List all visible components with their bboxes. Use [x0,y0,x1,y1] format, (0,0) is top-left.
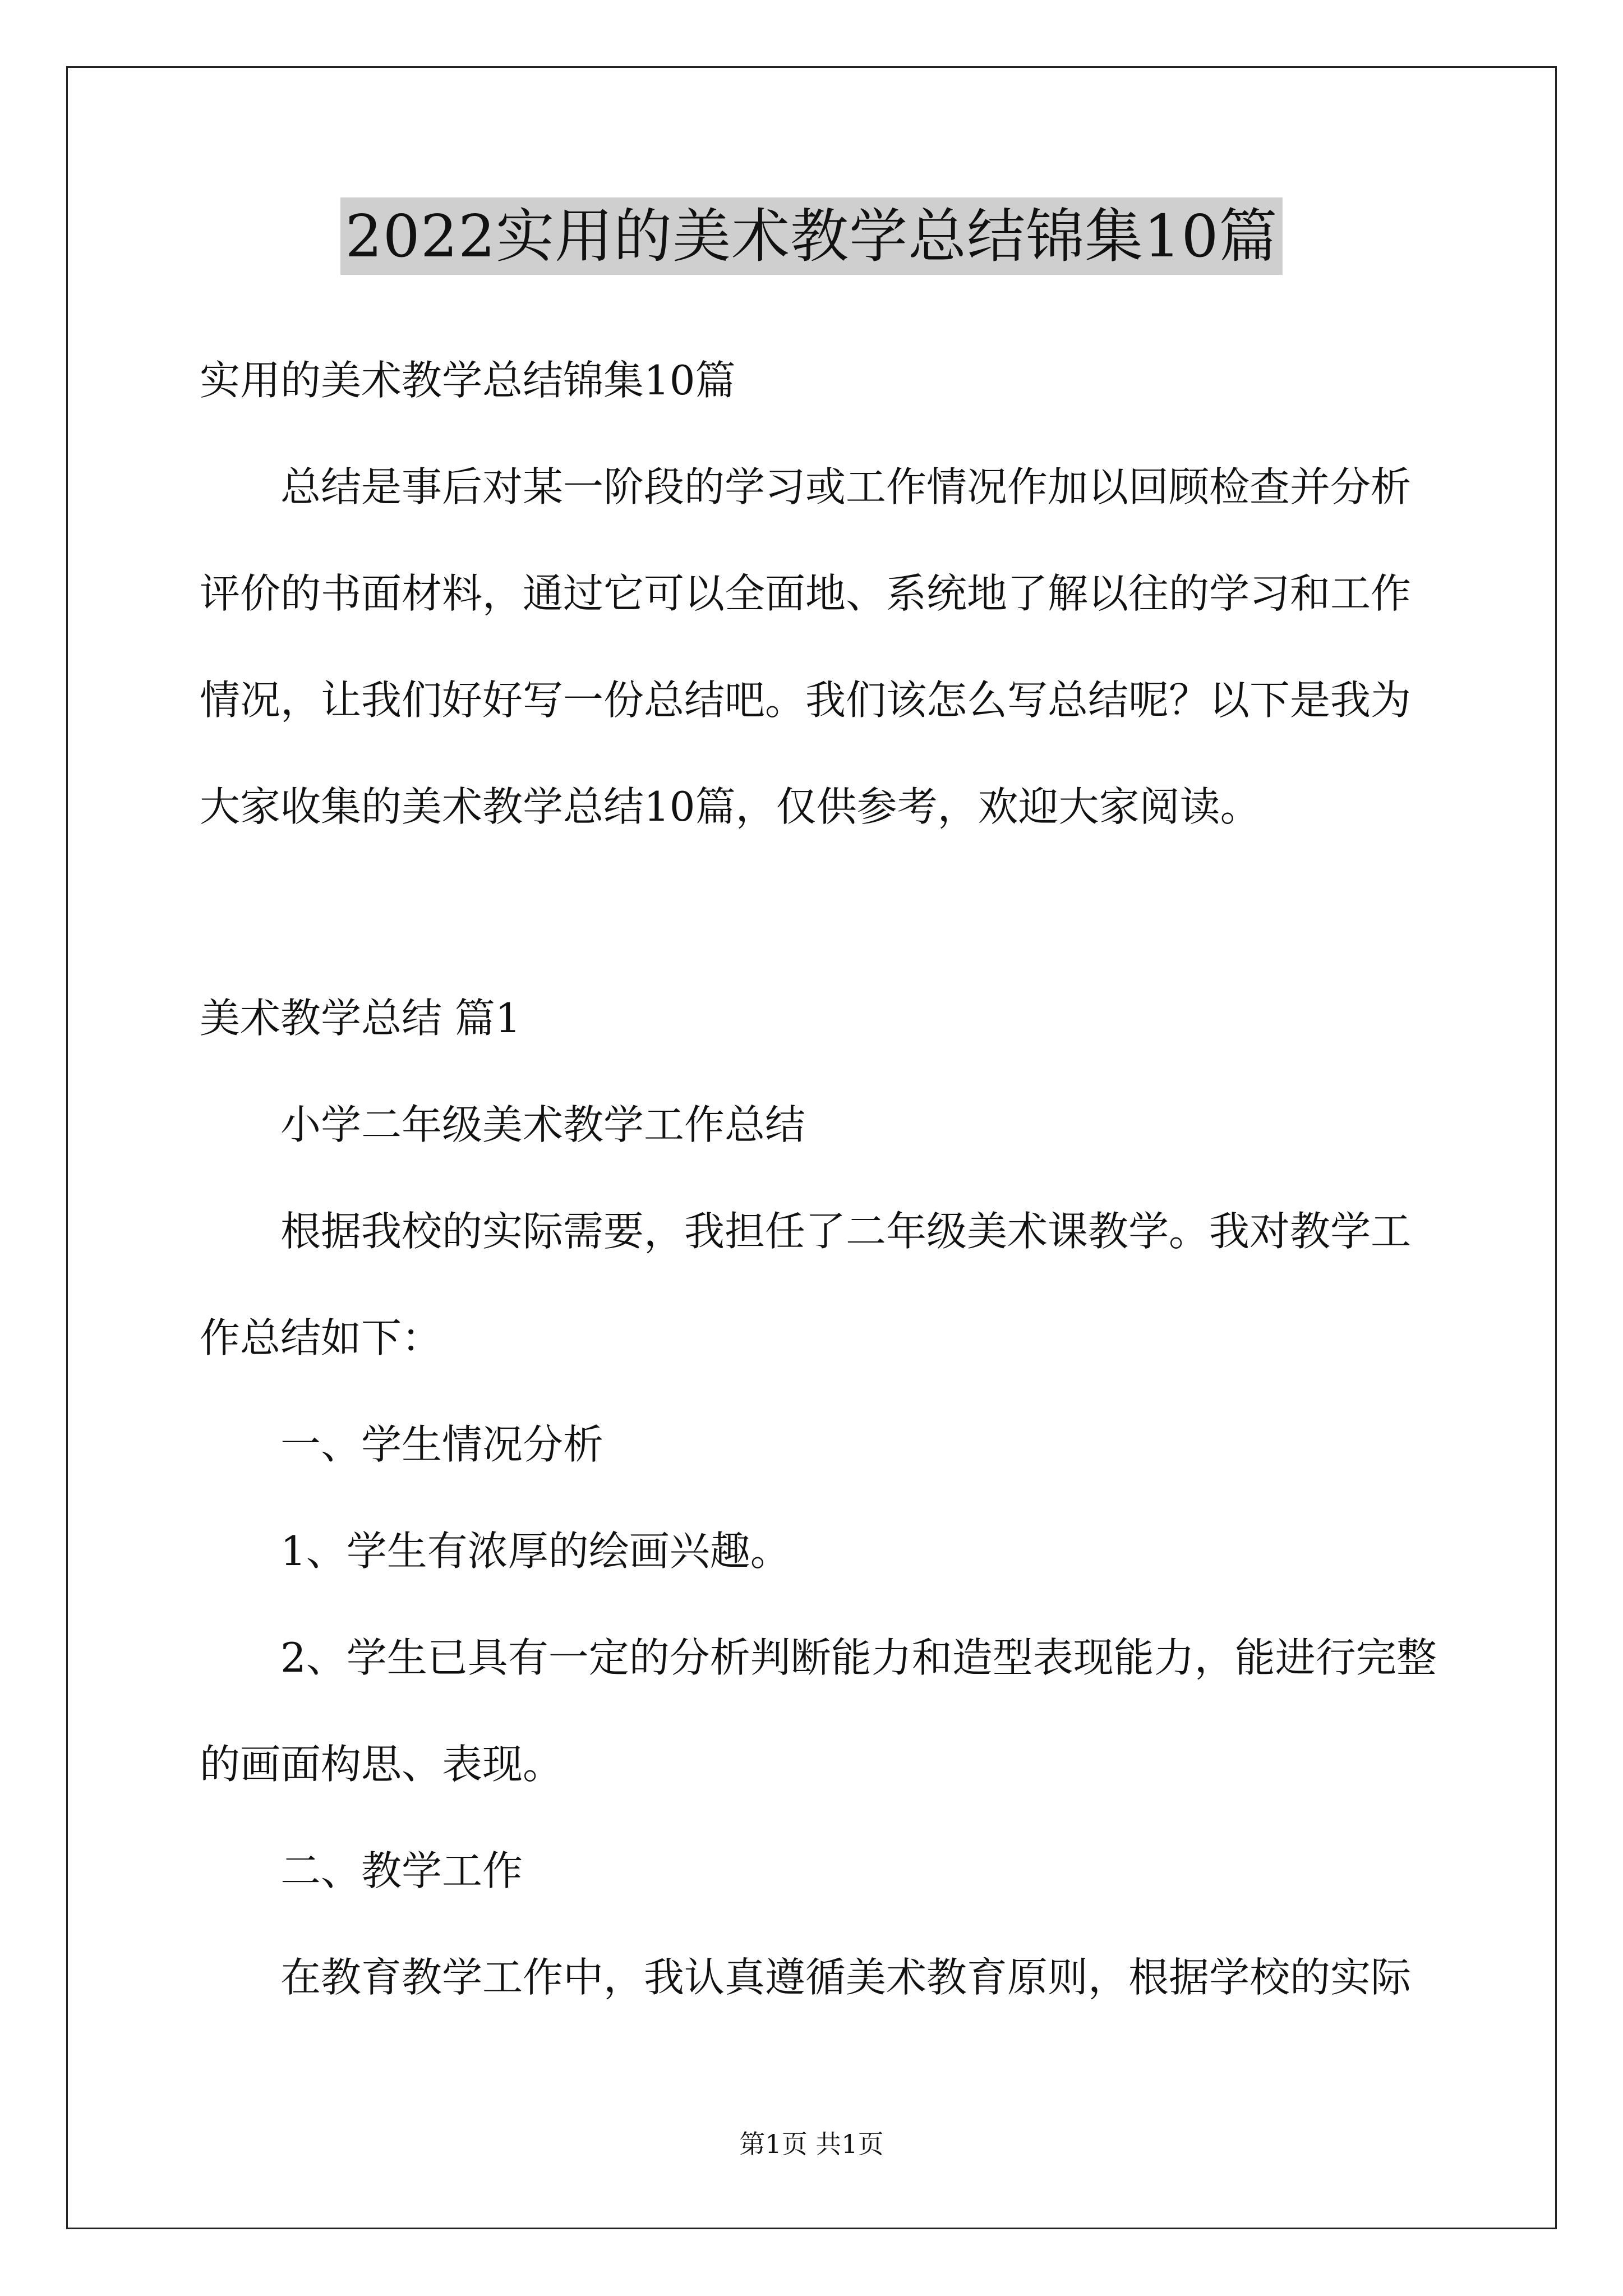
subsection-title: 小学二年级美术教学工作总结 [280,1101,806,1148]
subtitle-line: 实用的美术教学总结锦集10篇 [200,357,736,404]
list-heading: 二、教学工作 [280,1847,523,1894]
document-title: 2022实用的美术教学总结锦集10篇 [340,197,1282,275]
title-container [0,197,1623,275]
page-footer: 第1页 共1页 [739,2129,884,2159]
intro-paragraph-line: 大家收集的美术教学总结10篇，仅供参考，欢迎大家阅读。 [200,783,1261,830]
list-item: 1、学生有浓厚的绘画兴趣。 [280,1527,791,1575]
list-item: 2、学生已具有一定的分析判断能力和造型表现能力，能进行完整 [280,1634,1437,1681]
intro-paragraph-line: 情况，让我们好好写一份总结吧。我们该怎么写总结呢？以下是我为 [200,677,1412,724]
body-paragraph-line: 作总结如下： [200,1314,442,1361]
section-heading: 美术教学总结 篇1 [200,995,521,1042]
body-paragraph-line: 根据我校的实际需要，我担任了二年级美术课教学。我对教学工 [280,1208,1412,1255]
intro-paragraph-line: 评价的书面材料，通过它可以全面地、系统地了解以往的学习和工作 [200,570,1412,617]
body-paragraph-line: 在教育教学工作中，我认真遵循美术教育原则，根据学校的实际 [280,1954,1412,2001]
intro-paragraph-line: 总结是事后对某一阶段的学习或工作情况作加以回顾检查并分析 [280,463,1412,510]
list-item-continuation: 的画面构思、表现。 [200,1741,564,1788]
list-heading: 一、学生情况分析 [280,1421,604,1468]
